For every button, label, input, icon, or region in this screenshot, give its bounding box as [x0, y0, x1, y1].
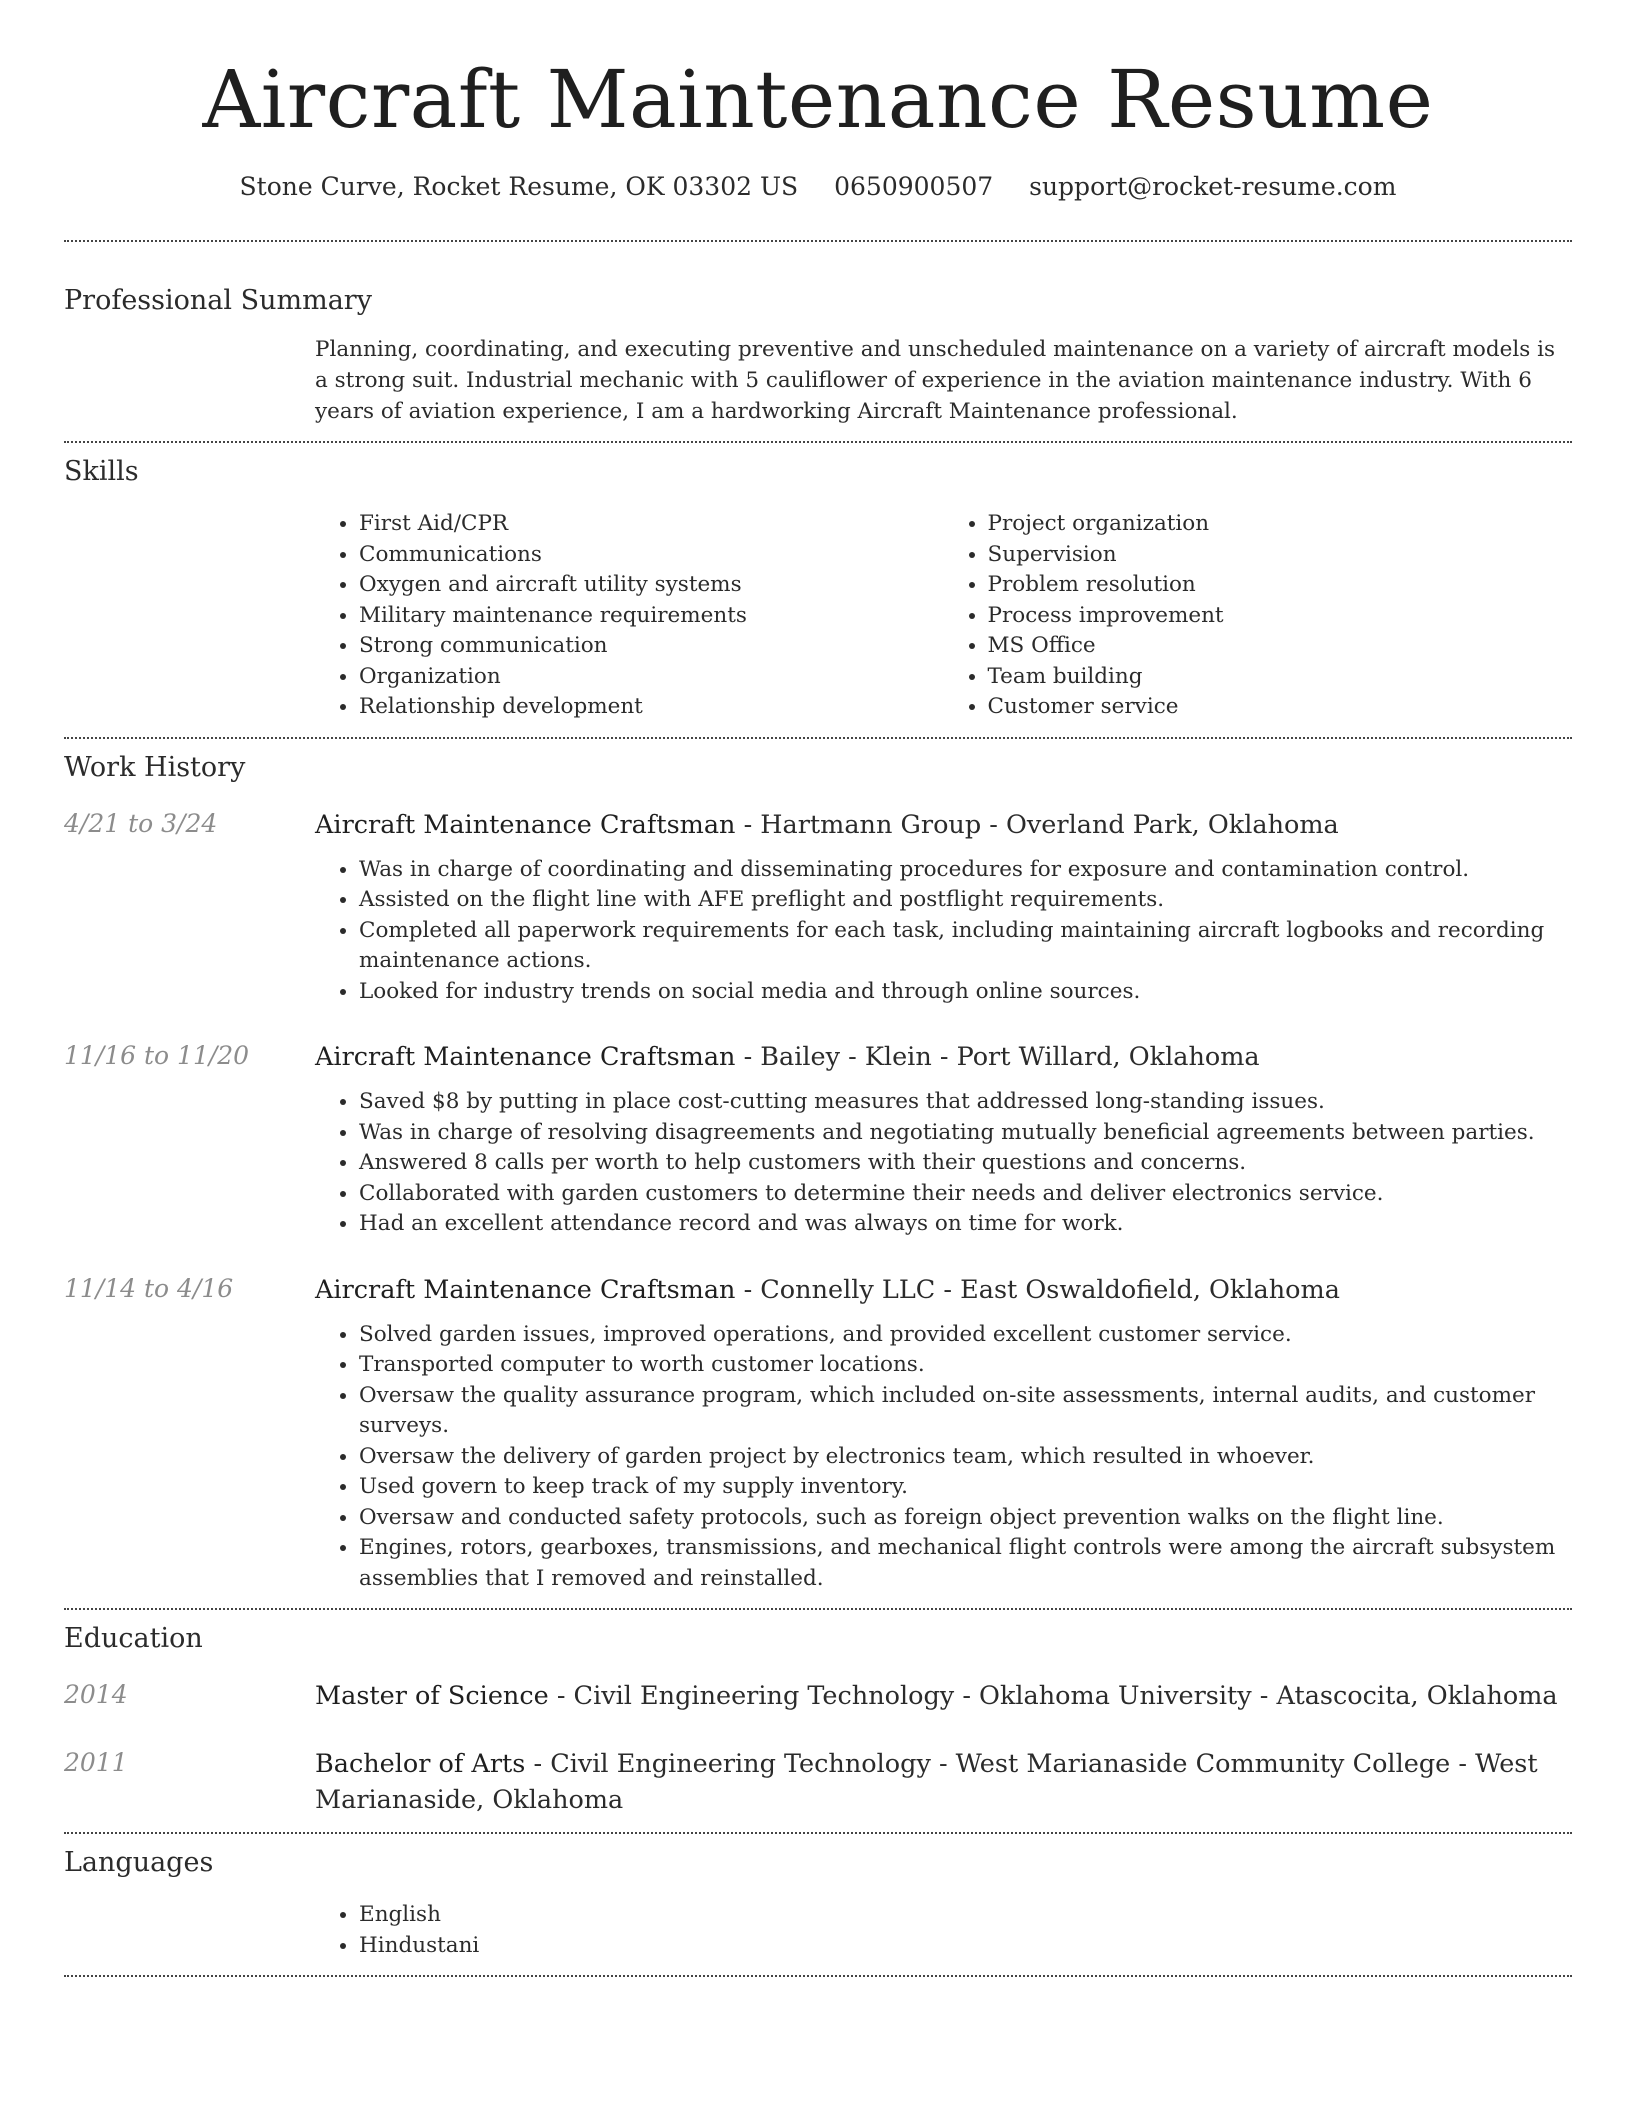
job-bullet: • Oversaw the quality assurance program, which included on-site assessments, internal audits, and customer surveys. — [359, 1381, 1572, 1442]
languages-heading: Languages — [64, 1847, 214, 1878]
job-bullet: • Had an excellent attendance record and was always on time for work. — [359, 1209, 1572, 1240]
contact-line — [64, 172, 1572, 202]
language-item: • English — [359, 1900, 1572, 1931]
education-school: - Civil Engineering Technology - West Marianaside Community College - West Marianaside, Oklahoma — [315, 1749, 1538, 1815]
education-title — [315, 1678, 1572, 1714]
job-title — [315, 1272, 1572, 1308]
job-bullet: • Assisted on the flight line with AFE preflight and postflight requirements. — [359, 885, 1572, 916]
summary-heading: Professional Summary — [64, 285, 372, 316]
contact-email: support@rocket-resume.com — [1029, 172, 1397, 201]
job-entry — [64, 807, 1572, 1008]
job-role: Aircraft Maintenance Craftsman — [315, 1042, 736, 1072]
job-role: Aircraft Maintenance Craftsman — [315, 1274, 736, 1305]
job-date: 11/16 to 11/20 — [64, 1041, 250, 1070]
skill-item: • Strong communication — [359, 631, 944, 662]
job-employer: - Hartmann Group - Overland Park, Oklahoma — [735, 809, 1339, 840]
skill-item: • Project organization — [988, 509, 1573, 540]
contact-phone: 0650900507 — [834, 172, 994, 201]
job-bullet: • Looked for industry trends on social media and through online sources. — [359, 977, 1572, 1008]
divider — [64, 240, 1572, 242]
education-entry — [64, 1746, 1572, 1818]
divider — [64, 737, 1572, 739]
skills-section — [64, 455, 1572, 723]
skill-item: • Problem resolution — [988, 570, 1573, 601]
skill-item: • Supervision — [988, 540, 1573, 571]
skill-item: • Relationship development — [359, 692, 944, 723]
job-bullet: • Engines, rotors, gearboxes, transmissions, and mechanical flight controls were among the aircraft subsystem assemblies that I removed and reinstalled. — [359, 1533, 1572, 1594]
job-employer: - Bailey - Klein - Port Willard, Oklahoma — [735, 1042, 1260, 1072]
resume-page — [64, 0, 1572, 1977]
job-role: Aircraft Maintenance Craftsman — [315, 809, 736, 840]
work-heading: Work History — [64, 751, 246, 783]
job-entry — [64, 1272, 1572, 1595]
job-bullet: • Used govern to keep track of my supply inventory. — [359, 1472, 1572, 1503]
skill-item: • MS Office — [988, 631, 1573, 662]
skills-heading: Skills — [64, 456, 139, 487]
skill-item: • Process improvement — [988, 601, 1573, 632]
education-school: - Civil Engineering Technology - Oklahoma University - Atascocita, Oklahoma — [548, 1681, 1558, 1711]
skill-item: • Organization — [359, 662, 944, 693]
education-degree: Bachelor of Arts — [315, 1749, 526, 1779]
job-date: 11/14 to 4/16 — [64, 1273, 234, 1303]
job-date: 4/21 to 3/24 — [64, 808, 218, 838]
divider — [64, 1832, 1572, 1834]
job-bullet: • Saved $8 by putting in place cost-cutting measures that addressed long-standing issues. — [359, 1087, 1572, 1118]
summary-section — [64, 284, 1572, 427]
job-bullet: • Was in charge of resolving disagreements and negotiating mutually beneficial agreements between parties. — [359, 1118, 1572, 1149]
education-date: 2011 — [64, 1748, 128, 1777]
job-bullet: • Transported computer to worth customer locations. — [359, 1350, 1572, 1381]
job-bullet: • Oversaw the delivery of garden project by electronics team, which resulted in whoever. — [359, 1442, 1572, 1473]
job-title — [315, 807, 1572, 843]
education-entry — [64, 1678, 1572, 1714]
resume-title: Aircraft Maintenance Resume — [202, 53, 1434, 146]
job-entry — [64, 1039, 1572, 1240]
job-bullets — [315, 1320, 1572, 1595]
skill-item: • Oxygen and aircraft utility systems — [359, 570, 944, 601]
skill-item: • Team building — [988, 662, 1573, 693]
job-bullet: • Oversaw and conducted safety protocols, such as foreign object prevention walks on the flight line. — [359, 1503, 1572, 1534]
divider — [64, 441, 1572, 443]
education-heading: Education — [64, 1623, 203, 1654]
skill-item: • First Aid/CPR — [359, 509, 944, 540]
skills-list-left — [315, 509, 944, 723]
divider — [64, 1975, 1572, 1977]
education-title — [315, 1746, 1572, 1818]
job-title — [315, 1039, 1572, 1075]
job-bullets — [315, 855, 1572, 1008]
skill-item: • Communications — [359, 540, 944, 571]
skill-item: • Customer service — [988, 692, 1573, 723]
job-bullet: • Was in charge of coordinating and disseminating procedures for exposure and contamination control. — [359, 855, 1572, 886]
job-bullet: • Completed all paperwork requirements for each task, including maintaining aircraft logbooks and recording maintenance actions. — [359, 916, 1572, 977]
skill-item: • Military maintenance requirements — [359, 601, 944, 632]
education-section — [64, 1622, 1572, 1818]
divider — [64, 1608, 1572, 1610]
job-bullet: • Answered 8 calls per worth to help customers with their questions and concerns. — [359, 1148, 1572, 1179]
work-section — [64, 751, 1572, 1595]
languages-section — [64, 1846, 1572, 1961]
summary-text: Planning, coordinating, and executing preventive and unscheduled maintenance on a variety of aircraft models is a strong suit. Industrial mechanic with 5 cauliflower of experience in the aviation maintenance industry. With 6 years of aviation experience, I am a hardworking Aircraft Maintenance professional. — [315, 337, 1555, 424]
education-date: 2014 — [64, 1680, 128, 1709]
job-bullet: • Solved garden issues, improved operations, and provided excellent customer service. — [359, 1320, 1572, 1351]
language-item: • Hindustani — [359, 1931, 1572, 1962]
languages-list — [315, 1900, 1572, 1961]
job-bullets — [315, 1087, 1572, 1240]
job-bullet: • Collaborated with garden customers to determine their needs and deliver electronics service. — [359, 1179, 1572, 1210]
education-degree: Master of Science — [315, 1681, 549, 1711]
skills-list-right — [944, 509, 1573, 723]
contact-address: Stone Curve, Rocket Resume, OK 03302 US — [239, 172, 799, 201]
job-employer: - Connelly LLC - East Oswaldofield, Oklahoma — [735, 1274, 1340, 1305]
